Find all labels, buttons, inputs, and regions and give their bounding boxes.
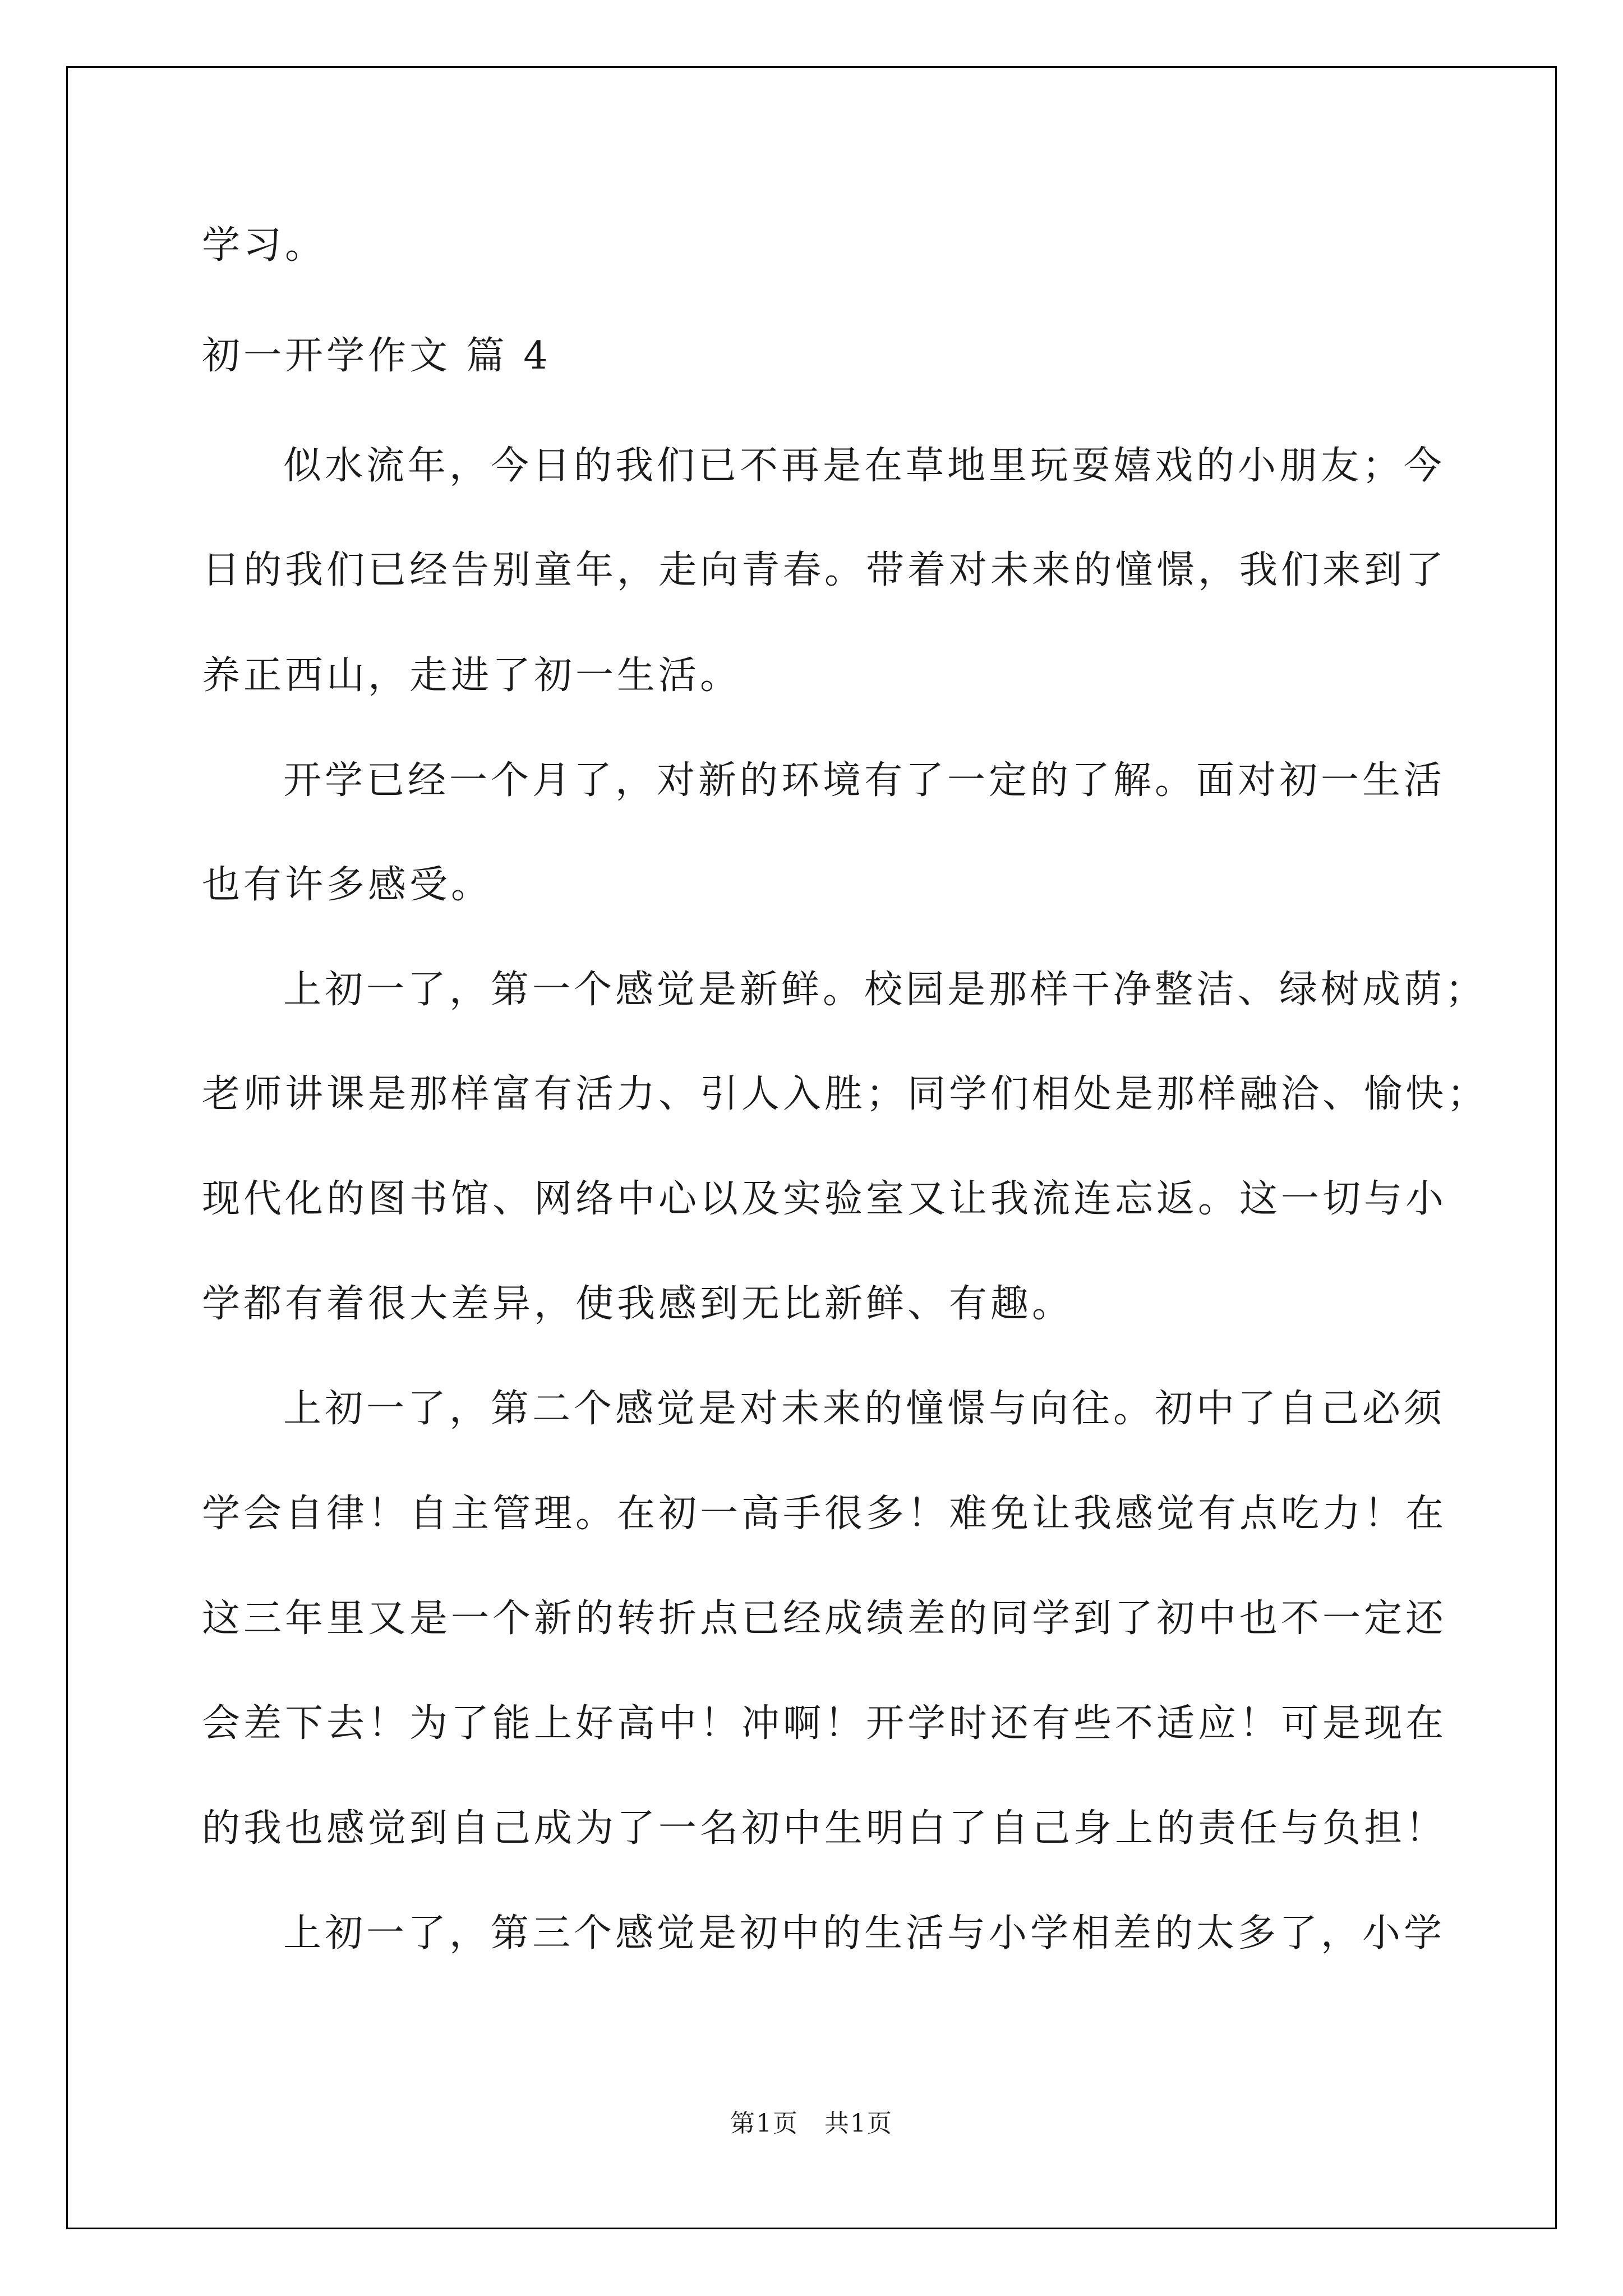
paragraph-3-line-2: 老师讲课是那样富有活力、引人入胜；同学们相处是那样融洽、愉快； xyxy=(202,1072,1489,1116)
paragraph-2-line-2: 也有许多感受。 xyxy=(202,863,493,907)
page-footer: 第1页 共1页 xyxy=(730,2109,893,2138)
paragraph-4-line-4: 会差下去！为了能上好高中！冲啊！开学时还有些不适应！可是现在 xyxy=(202,1701,1447,1746)
text-line-continuation: 学习。 xyxy=(202,223,327,268)
paragraph-3-line-3: 现代化的图书馆、网络中心以及实验室又让我流连忘返。这一切与小 xyxy=(202,1177,1447,1221)
paragraph-3-line-4: 学都有着很大差异，使我感到无比新鲜、有趣。 xyxy=(202,1282,1074,1326)
paragraph-1-line-1: 似水流年，今日的我们已不再是在草地里玩耍嬉戏的小朋友；今 xyxy=(283,444,1446,488)
paragraph-4-line-3: 这三年里又是一个新的转折点已经成绩差的同学到了初中也不一定还 xyxy=(202,1596,1447,1641)
paragraph-4-line-5: 的我也感觉到自己成为了一名初中生明白了自己身上的责任与负担！ xyxy=(202,1806,1447,1851)
page-border xyxy=(66,66,1557,2229)
paragraph-3-line-1: 上初一了，第一个感觉是新鲜。校园是那样干净整洁、绿树成荫； xyxy=(283,968,1487,1012)
paragraph-1-line-2: 日的我们已经告别童年，走向青春。带着对未来的憧憬，我们来到了 xyxy=(202,548,1447,592)
paragraph-5-line-1: 上初一了，第三个感觉是初中的生活与小学相差的太多了，小学 xyxy=(283,1911,1446,1955)
paragraph-2-line-1: 开学已经一个月了，对新的环境有了一定的了解。面对初一生活 xyxy=(283,758,1446,803)
section-heading: 初一开学作文 篇 4 xyxy=(202,334,551,378)
paragraph-1-line-3: 养正西山，走进了初一生活。 xyxy=(202,654,742,698)
paragraph-4-line-1: 上初一了，第二个感觉是对未来的憧憬与向往。初中了自己必须 xyxy=(283,1387,1446,1431)
paragraph-4-line-2: 学会自律！自主管理。在初一高手很多！难免让我感觉有点吃力！在 xyxy=(202,1492,1447,1536)
